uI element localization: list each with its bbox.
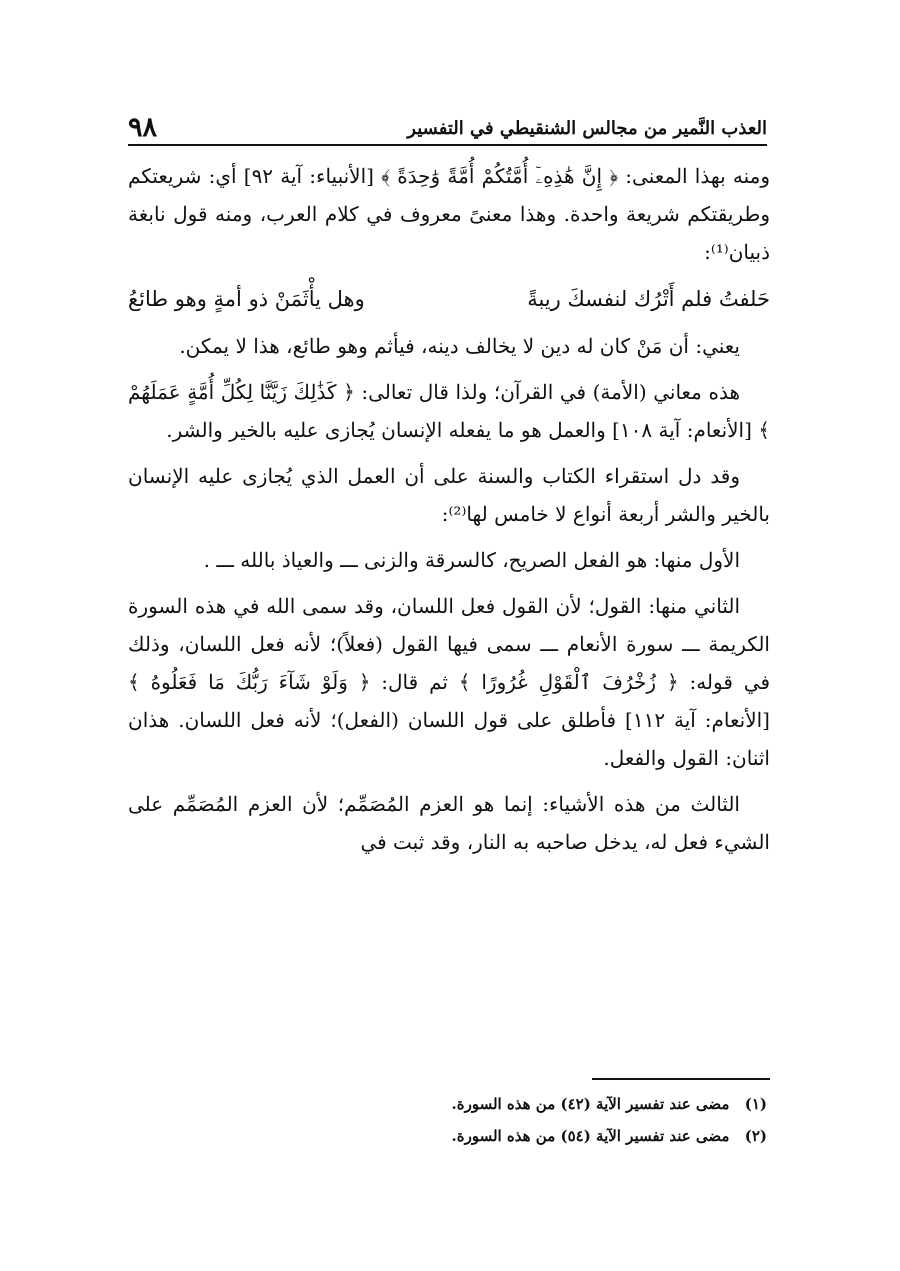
body-text <box>128 157 770 869</box>
paragraph-4: وقد دل استقراء الكتاب والسنة على أن العمل الذي يُجازى عليه الإنسان بالخير والشر أربعة أنواع لا خامس لها⁽²⁾: <box>128 464 770 526</box>
footnote-1-mark: (١) <box>744 1095 767 1113</box>
footnote-2-text: مضى عند تفسير الآية (٥٤) من هذه السورة. <box>451 1127 730 1145</box>
paragraph-6: الثاني منها: القول؛ لأن القول فعل اللسان، وقد سمى الله في هذه السورة الكريمة ـــ سورة الأنعام ـــ سمى فيها القول (فعلاً)؛ لأنه فعل اللسان، وذلك في قوله: ﴿ زُخْرُفَ ٱلْقَوْلِ غُرُورًا ﴾ ثم قال: ﴿ وَلَوْ شَآءَ رَبُّكَ مَا فَعَلُوهُ ﴾ [الأنعام: آية ١١٢] فأطلق على قول اللسان (الفعل)؛ لأنه فعل اللسان. هذان اثنان: القول والفعل. <box>128 594 771 770</box>
footnote-1-text: مضى عند تفسير الآية (٤٢) من هذه السورة. <box>451 1095 730 1113</box>
paragraph-3: هذه معاني (الأمة) في القرآن؛ ولذا قال تعالى: ﴿ كَذَٰلِكَ زَيَّنَّا لِكُلِّ أُمَّةٍ عَمَلَهُمْ ﴾ [الأنعام: آية ١٠٨] والعمل هو ما يفعله الإنسان يُجازى عليه بالخير والشر. <box>128 380 770 442</box>
paragraph-1: ومنه بهذا المعنى: ﴿ إِنَّ هَٰذِهِۦٓ أُمَّتُكُمْ أُمَّةً وَٰحِدَةً ﴾ [الأنبياء: آية ٩٢] أي: شريعتكم وطريقتكم شريعة واحدة. وهذا معنىً معروف في كلام العرب، ومنه قول نابغة ذبيان⁽¹⁾: <box>128 164 770 264</box>
paragraph-2: يعني: أن مَنْ كان له دين لا يخالف دينه، فيأثم وهو طائع، هذا لا يمكن. <box>179 334 740 358</box>
footnote-2-mark: (٢) <box>744 1127 767 1145</box>
page-number: ٩٨ <box>128 112 158 143</box>
paragraph-5: الأول منها: هو الفعل الصريح، كالسرقة والزنى ـــ والعياذ بالله ـــ . <box>203 548 740 572</box>
paragraph-7: الثالث من هذه الأشياء: إنما هو العزم المُصَمِّم؛ لأن العزم المُصَمِّم على الشيء فعل له، يدخل صاحبه به النار، وقد ثبت في <box>128 792 770 854</box>
footnote-2 <box>380 1120 767 1152</box>
verse-first-hemistich: حَلفتُ فلم أَتْرُك لنفسكَ ريبةً <box>527 287 770 311</box>
footnotes <box>380 1088 767 1152</box>
running-header <box>128 108 767 146</box>
verse-second-hemistich: وهل يأْثَمَنْ ذو أمةٍ وهو طائعُ <box>128 287 365 311</box>
book-title: العذب النَّمير من مجالس الشنقيطي في التفسير <box>407 118 767 139</box>
footnote-1 <box>380 1088 767 1120</box>
poetry-verse <box>128 279 770 319</box>
footnote-divider <box>592 1078 770 1080</box>
